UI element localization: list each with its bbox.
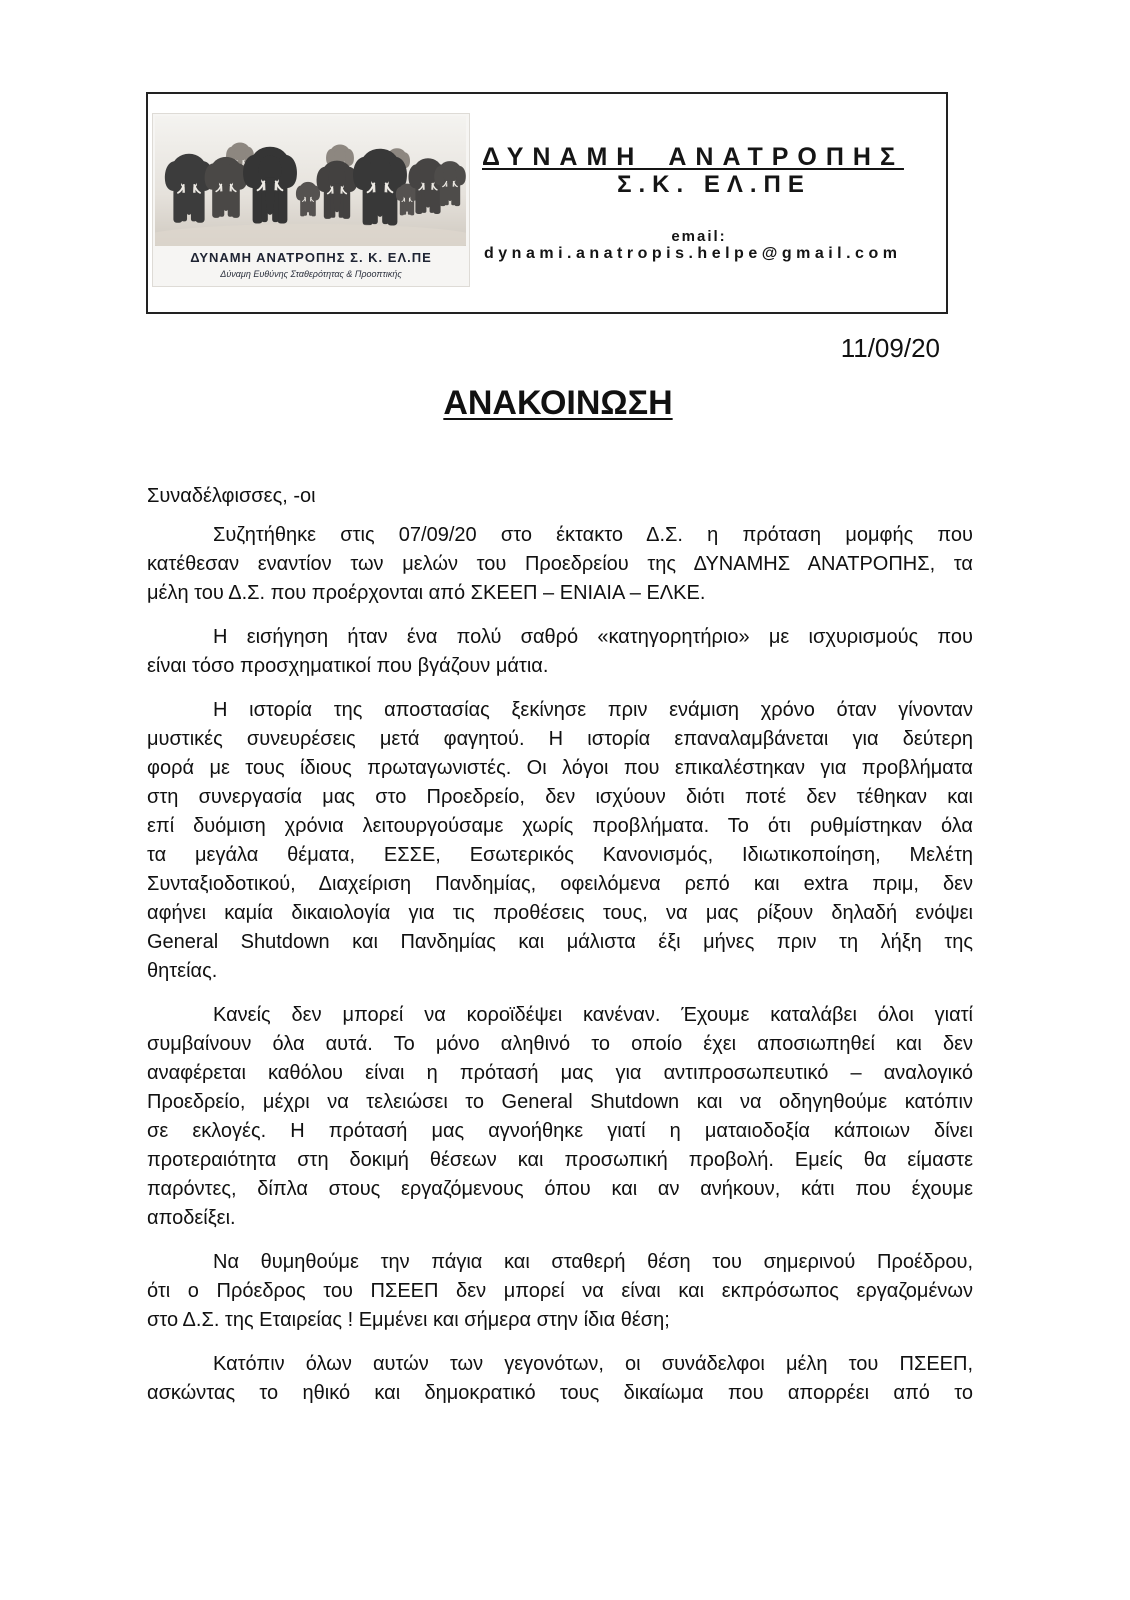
paragraph [147,1350,973,1408]
paragraph-line: μέλη του Δ.Σ. που προέρχονται από ΣΚΕΕΠ – ΕΝΙΑΙΑ – ΕΛΚΕ. [147,582,706,604]
paragraph-line: ασκώντας το ηθικό και δημοκρατικό τους δικαίωμα που απορρέει από το [147,1382,973,1404]
paragraph-line: μυστικές συνευρέσεις μετά φαγητού. Η ιστορία επαναλαμβάνεται για δεύτερη [147,728,973,750]
paragraph-line: αναφέρεται καθόλου είναι η πρότασή μας για αντιπροσωπευτικό – αναλογικό [147,1062,973,1084]
paragraph-line: τα μεγάλα θέματα, ΕΣΣΕ, Εσωτερικός Κανονισμός, Ιδιωτικοποίηση, Μελέτη [147,844,973,866]
page-title: ΑΝΑΚΟΙΝΩΣΗ [443,384,673,422]
logo-tagline: Δύναμη Ευθύνης Σταθερότητας & Προοπτικής [220,269,402,279]
paragraph [147,521,973,608]
paragraph-line: στο Δ.Σ. της Εταιρείας ! Εμμένει και σήμερα στην ίδια θέση; [147,1309,670,1331]
paragraph-line: Κανείς δεν μπορεί να κοροϊδέψει κανέναν. Έχουμε καταλάβει όλοι γιατί [213,1004,973,1026]
paragraph-line: παρόντες, δίπλα στους εργαζόμενους όπου και αν ανήκουν, κάτι που έχουμε [147,1178,973,1200]
paragraph-line: επί δυόμιση χρόνια λειτουργούσαμε χωρίς προβλήματα. Το ότι ρυθμίστηκαν όλα [147,815,973,837]
paragraph [147,623,973,681]
paragraph-line: προτεραιότητα στη δοκιμή θέσεων και προσωπική προβολή. Εμείς θα είμαστε [147,1149,973,1171]
paragraph-line: συμβαίνουν όλα αυτά. Το μόνο αληθινό το οποίο έχει αποσιωπηθεί και δεν [147,1033,973,1055]
org-name: ΔΥΝΑΜΗ ΑΝΑΤΡΟΠΗΣ [482,143,904,171]
paragraph-line: General Shutdown και Πανδημίας και μάλιστα έξι μήνες πριν τη λήξη της [147,931,973,953]
email-address: dynami.anatropis.helpe@gmail.com [484,245,902,262]
salutation: Συναδέλφισσες, -οι [147,485,316,507]
elephant-photo [155,116,466,246]
paragraph-line: αφήνει καμία δικαιολογία για τις προθέσεις τους, να μας ρίξουν δηλαδή ενόψει [147,902,973,924]
paragraph-line: Προεδρείο, μέχρι να τελειώσει το General Shutdown και να οδηγηθούμε κατόπιν [147,1091,973,1113]
announcement-body [147,482,973,1408]
letterhead [146,92,948,314]
logo-panel [152,113,470,287]
paragraph [147,696,973,986]
paragraph-line: Η εισήγηση ήταν ένα πολύ σαθρό «κατηγορητήριο» με ισχυρισμούς που [213,626,973,648]
paragraph-line: θητείας. [147,960,218,982]
paragraph-line: Συνταξιοδοτικού, Διαχείριση Πανδημίας, οφειλόμενα ρεπό και extra πριμ, δεν [147,873,973,895]
paragraph-line: στη συνεργασία μας στο Προεδρείο, δεν ισχύουν διότι ποτέ δεν τέθηκαν και [147,786,973,808]
paragraph [147,1001,973,1233]
paragraph-line: φορά με τους ίδιους πρωταγωνιστές. Οι λόγοι που επικαλέστηκαν για προβλήματα [147,757,973,779]
paragraph-line: σε εκλογές. Η πρότασή μας αγνοήθηκε γιατί η ματαιοδοξία κάποιων δίνει [147,1120,973,1142]
org-subtitle: Σ.Κ. ΕΛ.ΠΕ [617,171,811,198]
paragraph-line: Να θυμηθούμε την πάγια και σταθερή θέση του σημερινού Προέδρου, [213,1251,973,1273]
email-label: email: [671,228,727,245]
paragraph [147,1248,973,1335]
document-date: 11/09/20 [840,333,940,363]
paragraph-line: αποδείξει. [147,1207,236,1229]
paragraph-line: Η ιστορία της αποστασίας ξεκίνησε πριν ενάμιση χρόνο όταν γίνονταν [213,699,973,721]
paragraph-line: ότι ο Πρόεδρος του ΠΣΕΕΠ δεν μπορεί να είναι και εκπρόσωπος εργαζομένων [147,1280,973,1302]
logo-caption: ΔΥΝΑΜΗ ΑΝΑΤΡΟΠΗΣ Σ. Κ. ΕΛ.ΠΕ [190,250,432,265]
paragraph-line: Συζητήθηκε στις 07/09/20 στο έκτακτο Δ.Σ. η πρόταση μομφής που [213,524,973,546]
paragraph-line: κατέθεσαν εναντίον των μελών του Προεδρείου της ΔΥΝΑΜΗΣ ΑΝΑΤΡΟΠΗΣ, τα [147,553,973,575]
paragraph-line: είναι τόσο προσχηματικοί που βγάζουν μάτια. [147,655,549,677]
paragraph-line: Κατόπιν όλων αυτών των γεγονότων, οι συνάδελφοι μέλη του ΠΣΕΕΠ, [213,1353,973,1375]
